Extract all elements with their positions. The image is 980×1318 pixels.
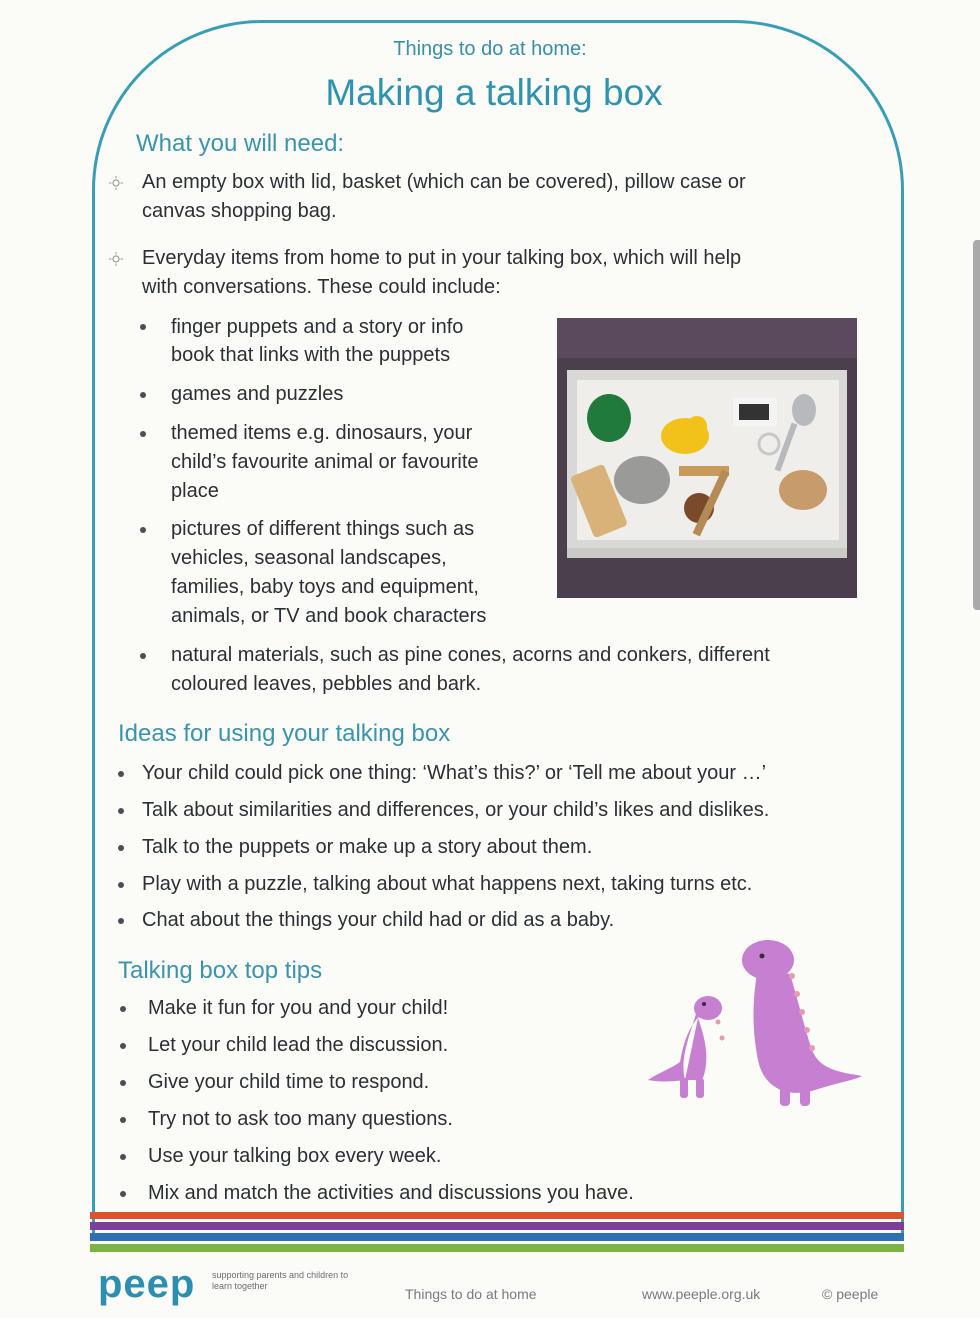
sub-item-1-line-2: book that links with the puppets <box>171 344 451 366</box>
idea-item-1: Your child could pick one thing: ‘What’s this?’ or ‘Tell me about your …’ <box>142 762 767 784</box>
sub-item-3-line-1: themed items e.g. dinosaurs, your <box>171 422 473 444</box>
bullet-dot <box>120 1117 126 1123</box>
idea-item-4: Play with a puzzle, talking about what happens next, taking turns etc. <box>142 873 753 895</box>
tips-heading: Talking box top tips <box>118 957 323 984</box>
idea-item-3: Talk to the puppets or make up a story about them. <box>142 836 593 858</box>
bullet-dot <box>140 392 146 398</box>
stripe-orange <box>90 1212 904 1219</box>
need-item-1-line-2: canvas shopping bag. <box>142 200 337 222</box>
footer-copyright: © peeple <box>822 1286 879 1302</box>
logo-tagline: supporting parents and children to learn together <box>212 1270 349 1291</box>
peep-logo: peep <box>98 1262 196 1306</box>
bullet-dot <box>140 324 146 330</box>
sub-item-3-line-2: child’s favourite animal or favourite <box>171 451 479 473</box>
bullet-dot <box>140 527 146 533</box>
idea-item-2: Talk about similarities and differences, or your child’s likes and dislikes. <box>142 799 770 821</box>
page-kicker: Things to do at home: <box>393 38 587 60</box>
sub-item-1-line-1: finger puppets and a story or info <box>171 316 464 338</box>
need-item-2-line-1: Everyday items from home to put in your talking box, which will help <box>142 247 742 269</box>
dinosaur-illustration <box>640 930 870 1120</box>
footer-center-text: Things to do at home <box>405 1286 537 1302</box>
tip-item-5: Use your talking box every week. <box>148 1145 442 1167</box>
tip-item-2: Let your child lead the discussion. <box>148 1034 449 1056</box>
bullet-dot <box>140 653 146 659</box>
sub-item-2-line-1: games and puzzles <box>171 383 344 405</box>
sun-bullet-icon <box>109 252 123 266</box>
bullet-dot <box>118 918 124 924</box>
need-item-1-line-1: An empty box with lid, basket (which can be covered), pillow case or <box>142 171 746 193</box>
sub-item-4-line-4: animals, or TV and book characters <box>171 605 487 627</box>
bullet-dot <box>140 431 146 437</box>
tip-item-4: Try not to ask too many questions. <box>148 1108 453 1130</box>
scrollbar-edge[interactable] <box>973 240 980 610</box>
bullet-dot <box>120 1191 126 1197</box>
sub-item-5-line-1: natural materials, such as pine cones, acorns and conkers, different <box>171 644 770 666</box>
bullet-dot <box>118 771 124 777</box>
need-item-2-line-2: with conversations. These could include: <box>142 276 501 298</box>
stripe-purple <box>90 1222 904 1230</box>
tip-item-3: Give your child time to respond. <box>148 1071 430 1093</box>
bullet-dot <box>120 1006 126 1012</box>
bullet-dot <box>118 845 124 851</box>
bullet-dot <box>120 1154 126 1160</box>
sub-item-4-line-2: vehicles, seasonal landscapes, <box>171 547 447 569</box>
tip-item-6: Mix and match the activities and discussions you have. <box>148 1182 634 1204</box>
bullet-dot <box>118 882 124 888</box>
colour-stripes <box>90 1212 904 1254</box>
stripe-green <box>90 1244 904 1252</box>
sun-bullet-icon <box>109 176 123 190</box>
bullet-dot <box>118 808 124 814</box>
bullet-dot <box>120 1043 126 1049</box>
sub-item-4-line-3: families, baby toys and equipment, <box>171 576 479 598</box>
sub-item-5-line-2: coloured leaves, pebbles and bark. <box>171 673 482 695</box>
sub-item-4-line-1: pictures of different things such as <box>171 518 475 540</box>
ideas-heading: Ideas for using your talking box <box>118 720 451 747</box>
tip-item-1: Make it fun for you and your child! <box>148 997 449 1019</box>
page-title: Making a talking box <box>325 72 663 113</box>
idea-item-5: Chat about the things your child had or did as a baby. <box>142 909 615 931</box>
need-heading: What you will need: <box>136 130 345 157</box>
talking-box-photo <box>557 318 857 598</box>
sub-item-3-line-3: place <box>171 480 219 502</box>
footer-url-link[interactable]: www.peeple.org.uk <box>642 1286 761 1302</box>
stripe-blue <box>90 1233 904 1241</box>
bullet-dot <box>120 1080 126 1086</box>
